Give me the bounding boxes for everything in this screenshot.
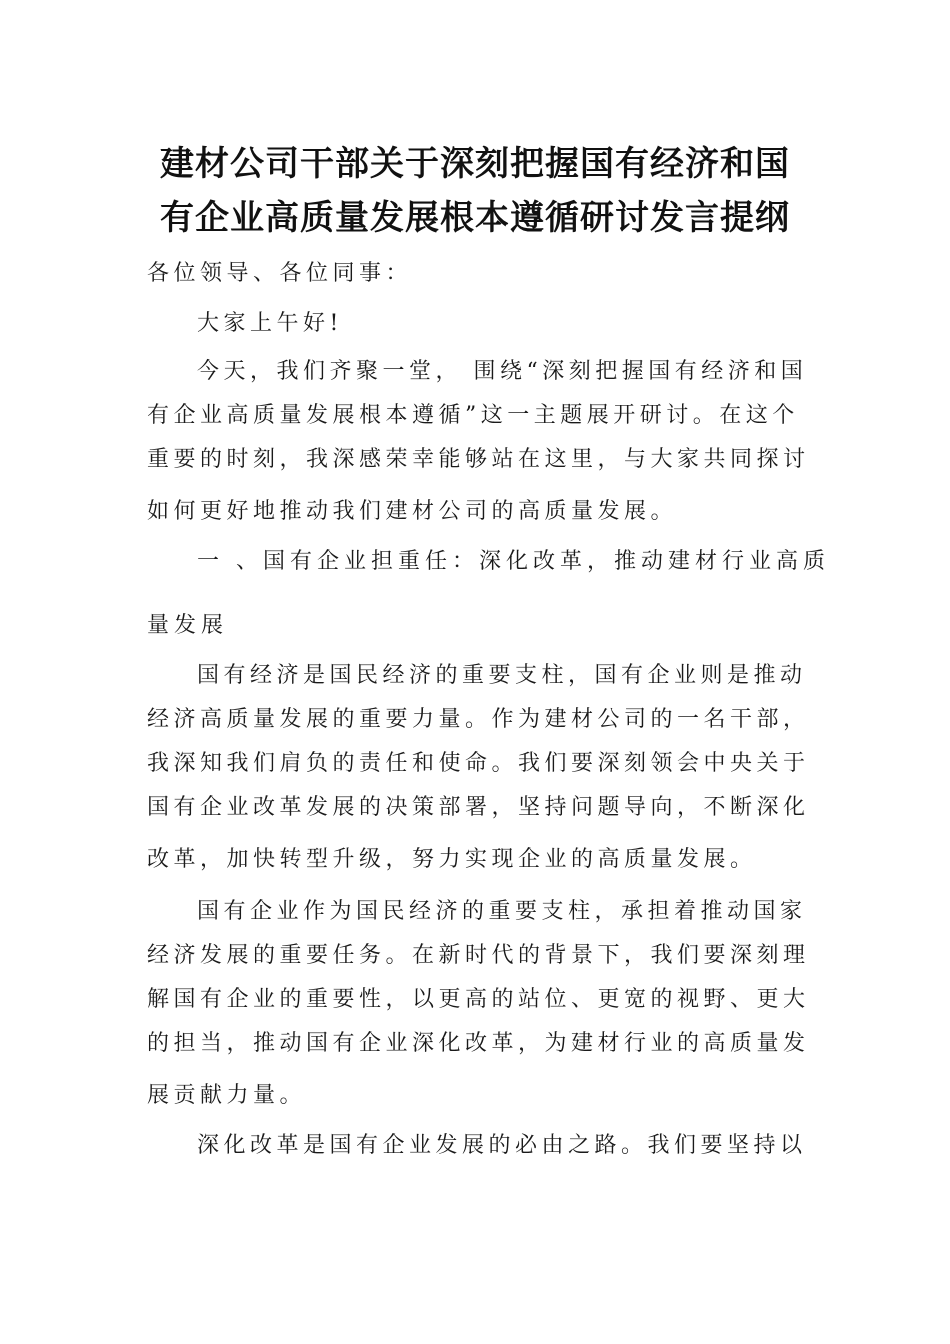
para1-line-3: 我深知我们肩负的责任和使命。我们要深刻领会中央关于 — [147, 751, 810, 776]
intro-line-3: 重要的时刻，我深感荣幸能够站在这里，与大家共同探讨 — [147, 447, 810, 472]
para2-line-4: 的担当，推动国有企业深化改革，为建材行业的高质量发 — [147, 1031, 810, 1056]
section-heading-line-2: 量发展 — [147, 613, 229, 638]
para2-line-1: 国有企业作为国民经济的重要支柱，承担着推动国家 — [197, 899, 807, 924]
greeting: 大家上午好! — [197, 311, 343, 336]
para1-line-1: 国有经济是国民经济的重要支柱，国有企业则是推动 — [197, 663, 807, 688]
para3-line-1: 深化改革是国有企业发展的必由之路。我们要坚持以 — [197, 1133, 807, 1158]
intro-line-4: 如何更好地推动我们建材公司的高质量发展。 — [147, 499, 678, 524]
intro-line-1: 今天，我们齐聚一堂， 围绕“深刻把握国有经济和国 — [197, 359, 808, 384]
salutation: 各位领导、各位同事： — [147, 261, 413, 286]
para2-line-3: 解国有企业的重要性，以更高的站位、更宽的视野、更大 — [147, 987, 810, 1012]
section-heading-line-1: 一 、国有企业担重任：深化改革，推动建材行业高质 — [197, 549, 830, 574]
intro-line-2: 有企业高质量发展根本遵循”这一主题展开研讨。在这个 — [147, 403, 799, 428]
para1-line-2: 经济高质量发展的重要力量。作为建材公司的一名干部， — [147, 707, 810, 732]
para1-line-4: 国有企业改革发展的决策部署，坚持问题导向，不断深化 — [147, 795, 810, 820]
para2-line-5: 展贡献力量。 — [147, 1083, 307, 1108]
document-title-line-2: 有企业高质量发展根本遵循研讨发言提纲 — [160, 198, 790, 238]
para1-line-5: 改革，加快转型升级，努力实现企业的高质量发展。 — [147, 847, 757, 872]
document-title-line-1: 建材公司干部关于深刻把握国有经济和国 — [160, 144, 790, 184]
para2-line-2: 经济发展的重要任务。在新时代的背景下，我们要深刻理 — [147, 943, 810, 968]
